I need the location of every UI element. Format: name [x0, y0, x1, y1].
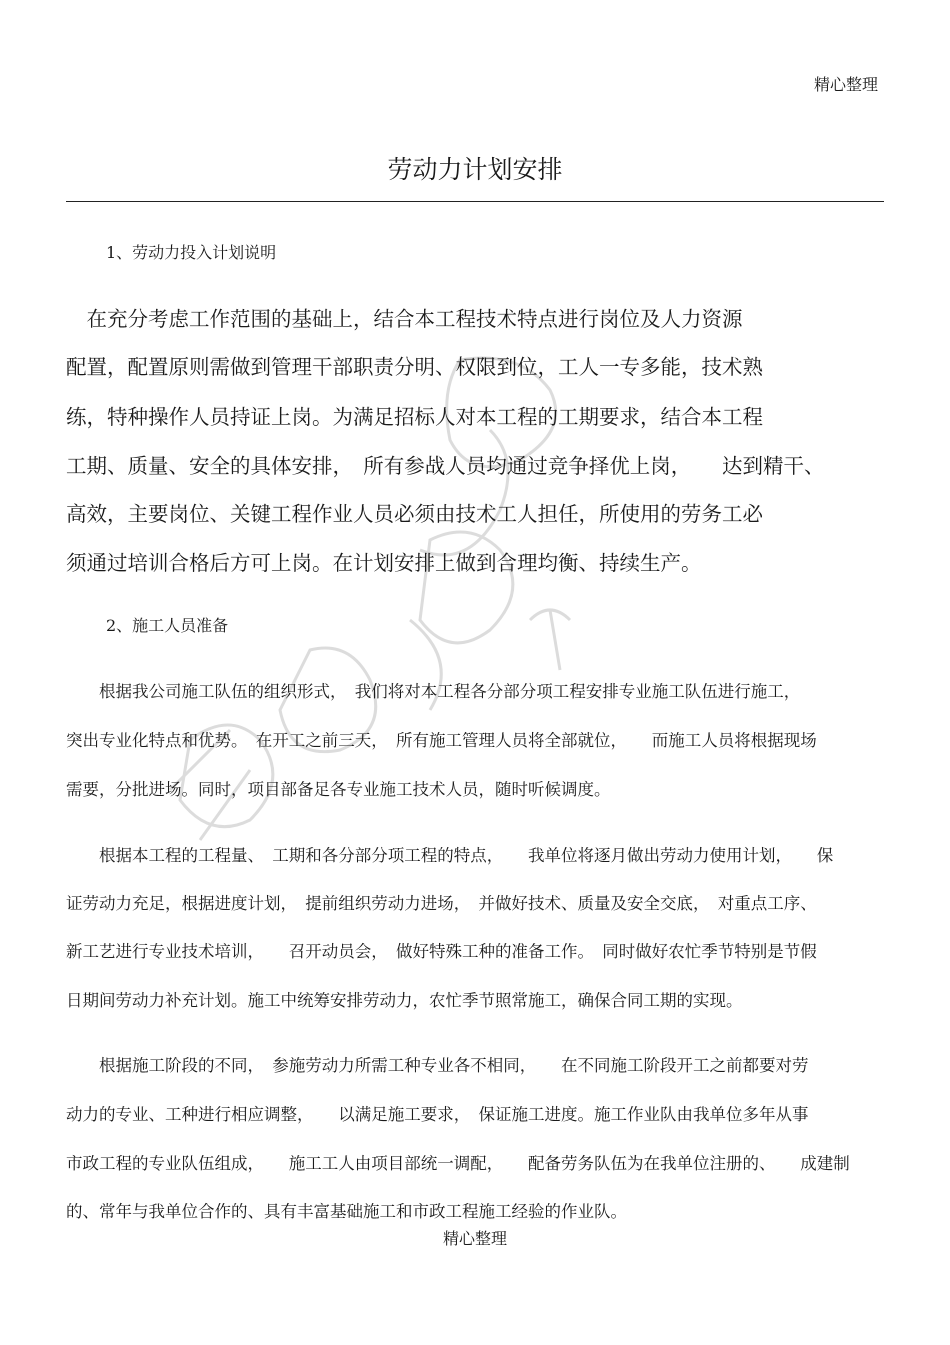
- section2-para2-line: 日期间劳动力补充计划。施工中统筹安排劳动力，农忙季节照常施工，确保合同工期的实现。: [66, 991, 743, 1010]
- section2-para2-line: 新工艺进行专业技术培训， 召开动员会， 做好特殊工种的准备工作。 同时做好农忙季节特别是节假: [66, 942, 817, 961]
- page-title: 劳动力计划安排: [387, 155, 563, 184]
- title-rule: [66, 201, 884, 202]
- header-note: 精心整理: [813, 75, 878, 94]
- section1-heading: 1、劳动力投入计划说明: [106, 243, 277, 262]
- section2-para1-line: 根据我公司施工队伍的组织形式， 我们将对本工程各分部分项工程安排专业施工队伍进行施工，: [66, 682, 801, 701]
- section2-para1-line: 突出专业化特点和优势。 在开工之前三天， 所有施工管理人员将全部就位， 而施工人员将根据现场: [66, 731, 817, 750]
- section1-line: 在充分考虑工作范围的基础上，结合本工程技术特点进行岗位及人力资源: [66, 307, 743, 331]
- section1-line: 练，特种操作人员持证上岗。为满足招标人对本工程的工期要求，结合本工程: [66, 405, 763, 429]
- section1-line: 高效，主要岗位、关键工程作业人员必须由技术工人担任，所使用的劳务工必: [66, 502, 763, 526]
- section2-heading: 2、施工人员准备: [106, 616, 229, 635]
- section2-para1-line: 需要，分批进场。同时，项目部备足各专业施工技术人员，随时听候调度。: [66, 780, 611, 799]
- section2-para3-line: 的、常年与我单位合作的、具有丰富基础施工和市政工程施工经验的作业队。: [66, 1202, 627, 1221]
- section2-para2-line: 根据本工程的工程量、 工期和各分部分项工程的特点， 我单位将逐月做出劳动力使用计划， 保: [66, 846, 834, 865]
- section1-line: 配置，配置原则需做到管理干部职责分明、权限到位，工人一专多能，技术熟: [66, 355, 763, 379]
- section2-para3-line: 动力的专业、工种进行相应调整， 以满足施工要求， 保证施工进度。施工作业队由我单位多年从事: [66, 1105, 809, 1124]
- section1-line: 须通过培训合格后方可上岗。在计划安排上做到合理均衡、持续生产。: [66, 551, 702, 575]
- section1-line: 工期、质量、安全的具体安排， 所有参战人员均通过竞争择优上岗， 达到精干、: [66, 454, 825, 478]
- footer-note: 精心整理: [442, 1229, 507, 1248]
- section2-para3-line: 市政工程的专业队伍组成， 施工工人由项目部统一调配， 配备劳务队伍为在我单位注册的、 成建制: [66, 1154, 850, 1173]
- section2-para3-line: 根据施工阶段的不同， 参施劳动力所需工种专业各不相同， 在不同施工阶段开工之前都要对劳: [66, 1056, 809, 1075]
- section2-para2-line: 证劳动力充足，根据进度计划， 提前组织劳动力进场， 并做好技术、质量及安全交底， 对重点工序、: [66, 894, 817, 913]
